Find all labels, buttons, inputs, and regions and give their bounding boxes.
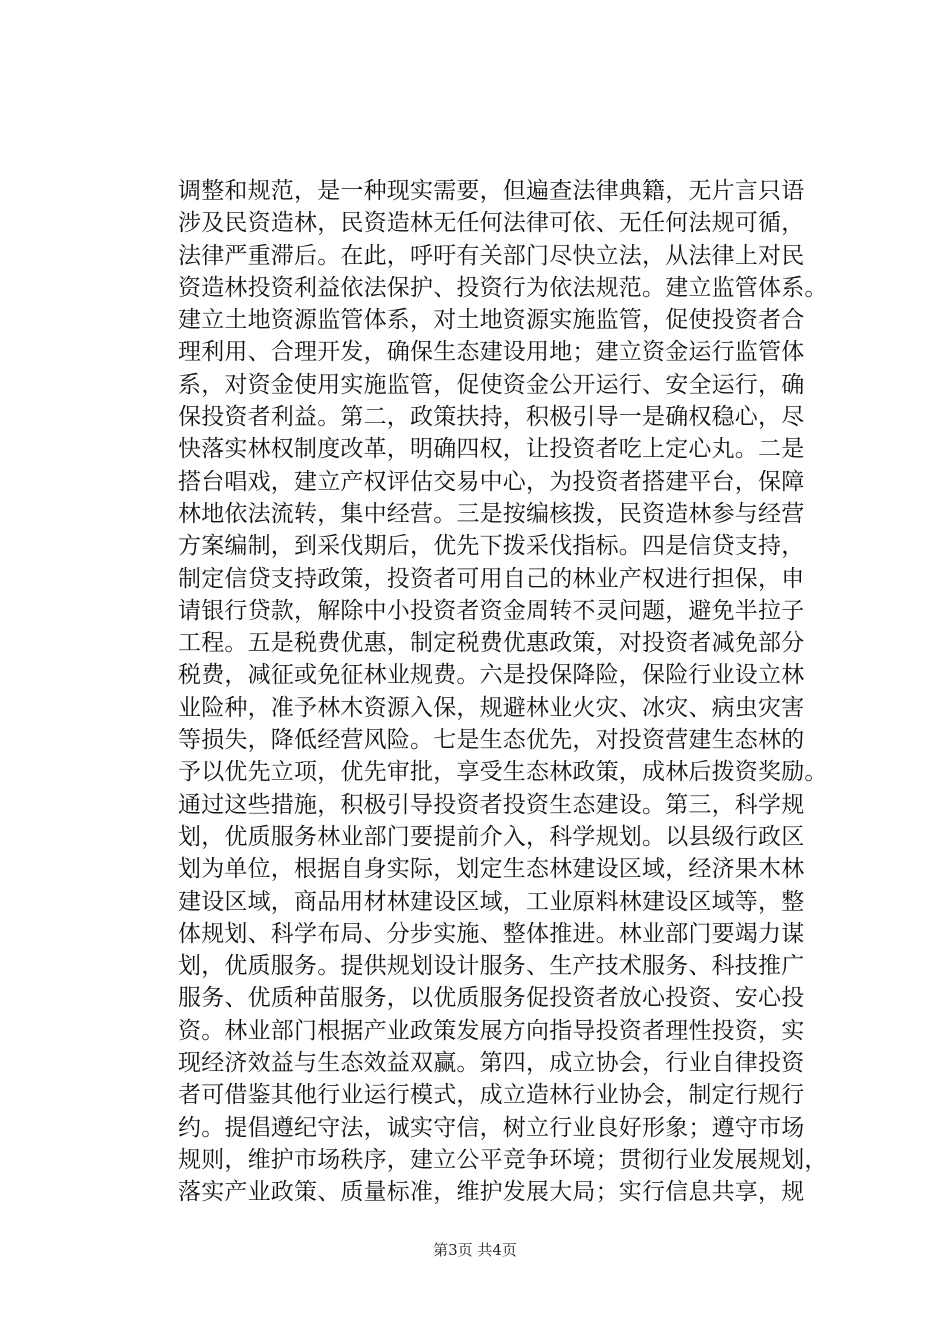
body-text xyxy=(178,175,878,1209)
text-line: 理利用、合理开发，确保生态建设用地；建立资金运行监管体 xyxy=(178,339,805,366)
text-line: 制定信贷支持政策，投资者可用自己的林业产权进行担保，申 xyxy=(178,565,805,592)
text-line: 快落实林权制度改革，明确四权，让投资者吃上定心丸。二是 xyxy=(178,436,805,463)
text-line: 落实产业政策、质量标准，维护发展大局；实行信息共享，规 xyxy=(178,1179,805,1206)
text-line: 予以优先立项，优先审批，享受生态林政策，成林后拨资奖励。 xyxy=(178,759,828,786)
text-line: 请银行贷款，解除中小投资者资金周转不灵问题，避免半拉子 xyxy=(178,597,805,624)
text-line: 调整和规范，是一种现实需要，但遍查法律典籍，无片言只语 xyxy=(178,178,805,204)
text-line: 业险种，准予林木资源入保，规避林业火灾、冰灾、病虫灾害 xyxy=(178,694,805,721)
text-line: 方案编制，到采伐期后，优先下拨采伐指标。四是信贷支持， xyxy=(178,533,805,560)
text-line: 规则，维护市场秩序，建立公平竞争环境；贯彻行业发展规划， xyxy=(178,1146,828,1173)
page-footer: 第3页 共4页 xyxy=(433,1241,517,1259)
text-line: 税费，减征或免征林业规费。六是投保降险，保险行业设立林 xyxy=(178,662,805,689)
text-line: 划，优质服务。提供规划设计服务、生产技术服务、科技推广 xyxy=(178,953,805,980)
text-line: 搭台唱戏，建立产权评估交易中心，为投资者搭建平台，保障 xyxy=(178,468,805,495)
text-line: 者可借鉴其他行业运行模式，成立造林行业协会，制定行规行 xyxy=(178,1082,805,1109)
text-line: 划为单位，根据自身实际，划定生态林建设区域，经济果木林 xyxy=(178,856,805,883)
text-line: 资造林投资利益依法保护、投资行为依法规范。建立监管体系。 xyxy=(178,274,828,301)
text-line: 保投资者利益。第二，政策扶持，积极引导一是确权稳心，尽 xyxy=(178,404,805,431)
text-line: 法律严重滞后。在此，呼吁有关部门尽快立法，从法律上对民 xyxy=(178,242,805,269)
text-line: 林地依法流转，集中经营。三是按编核拨，民资造林参与经营 xyxy=(178,500,805,527)
text-line: 划，优质服务林业部门要提前介入，科学规划。以县级行政区 xyxy=(178,823,805,850)
text-line: 建立土地资源监管体系，对土地资源实施监管，促使投资者合 xyxy=(178,307,805,334)
text-line: 等损失，降低经营风险。七是生态优先，对投资营建生态林的 xyxy=(178,727,805,754)
text-line: 建设区域，商品用材林建设区域，工业原料林建设区域等，整 xyxy=(178,888,805,915)
text-line: 现经济效益与生态效益双赢。第四，成立协会，行业自律投资 xyxy=(178,1050,805,1077)
text-line: 系，对资金使用实施监管，促使资金公开运行、安全运行，确 xyxy=(178,371,805,398)
text-line: 涉及民资造林，民资造林无任何法律可依、无任何法规可循， xyxy=(178,210,805,237)
text-line: 通过这些措施，积极引导投资者投资生态建设。第三，科学规 xyxy=(178,791,805,818)
text-line: 资。林业部门根据产业政策发展方向指导投资者理性投资，实 xyxy=(178,1017,805,1044)
text-line: 服务、优质种苗服务，以优质服务促投资者放心投资、安心投 xyxy=(178,985,805,1012)
text-line: 体规划、科学布局、分步实施、整体推进。林业部门要竭力谋 xyxy=(178,920,805,947)
text-line: 工程。五是税费优惠，制定税费优惠政策，对投资者减免部分 xyxy=(178,630,805,657)
text-line: 约。提倡遵纪守法，诚实守信，树立行业良好形象；遵守市场 xyxy=(178,1114,805,1141)
